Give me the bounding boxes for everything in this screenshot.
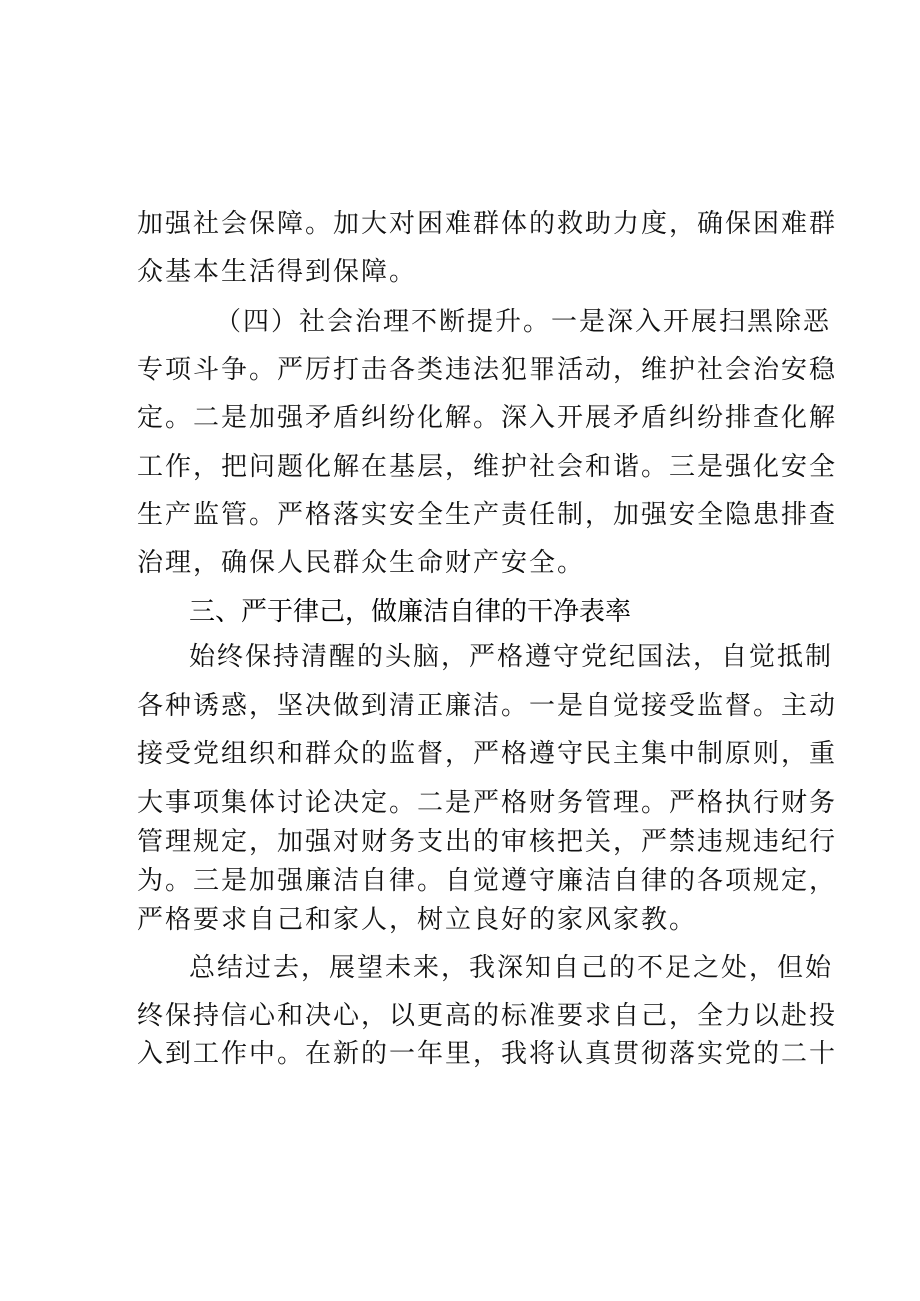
body-text-line: 工作，把问题化解在基层，维护社会和谐。三是强化安全 [137,452,838,482]
body-text-line: 各种诱惑，坚决做到清正廉洁。一是自觉接受监督。主动 [137,691,838,721]
section-heading: 三、严于律己，做廉洁自律的干净表率 [189,597,632,627]
body-text-line: 治理，确保人民群众生命财产安全。 [137,548,586,578]
body-text-line: 专项斗争。严厉打击各类违法犯罪活动，维护社会治安稳 [137,355,838,385]
body-text-line: 为。三是加强廉洁自律。自觉遵守廉洁自律的各项规定， [137,866,838,896]
body-text-line: 管理规定，加强对财务支出的审核把关，严禁违规违纪行 [137,827,838,857]
body-text-line: 接受党组织和群众的监督，严格遵守民主集中制原则，重 [137,739,838,769]
body-text-line: 加强社会保障。加大对困难群体的救助力度，确保困难群 [137,209,838,239]
body-text-line: 总结过去，展望未来，我深知自己的不足之处，但始 [189,953,834,983]
body-text-line: 定。二是加强矛盾纠纷化解。深入开展矛盾纠纷排查化解 [137,403,838,433]
body-text-line: 入到工作中。在新的一年里，我将认真贯彻落实党的二十 [137,1039,838,1069]
body-text-line: 始终保持清醒的头脑，严格遵守党纪国法，自觉抵制 [189,642,834,672]
body-text-line: 大事项集体讨论决定。二是严格财务管理。严格执行财务 [137,788,838,818]
body-text-line: 终保持信心和决心，以更高的标准要求自己，全力以赴投 [137,1001,838,1031]
body-text-line: （四）社会治理不断提升。一是深入开展扫黑除恶 [215,307,832,337]
body-text-line: 众基本生活得到保障。 [137,257,418,287]
body-text-line: 生产监管。严格落实安全生产责任制，加强安全隐患排查 [137,500,838,530]
body-text-line: 严格要求自己和家人，树立良好的家风家教。 [137,905,698,935]
